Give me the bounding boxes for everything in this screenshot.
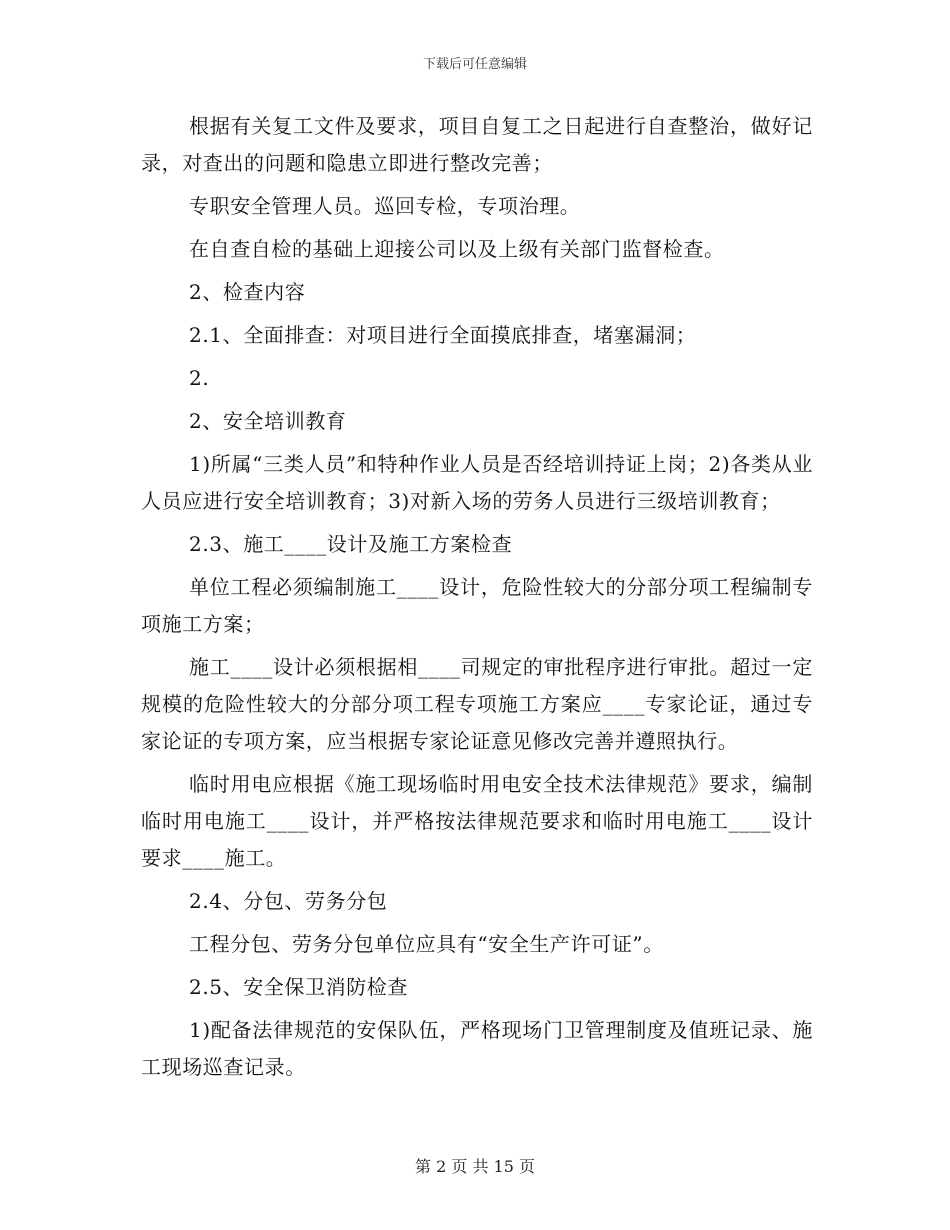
paragraph-self-inspection: 根据有关复工文件及要求，项目自复工之日起进行自查整治，做好记录，对查出的问题和隐患立即进行整改完善； [141, 114, 813, 175]
section-heading-inspection-content: 2、检查内容 [189, 280, 306, 304]
paragraph-full-check: 2.1、全面排查：对项目进行全面摸底排查，堵塞漏洞； [189, 323, 697, 347]
page-footer-number: 第 2 页 共 15 页 [415, 1157, 535, 1176]
paragraph-temporary-power: 临时用电应根据《施工现场临时用电安全技术法律规范》要求，编制临时用电施工____设计，并严格按法律规范要求和临时用电施工____设计要求____施工。 [141, 772, 813, 870]
paragraph-training-items: 1)所属“三类人员”和特种作业人员是否经培训持证上岗；2)各类从业人员应进行安全培训教育；3)对新入场的劳务人员进行三级培训教育； [141, 452, 813, 513]
paragraph-subcontract-license: 工程分包、劳务分包单位应具有“安全生产许可证”。 [189, 932, 664, 956]
paragraph-design-required: 单位工程必须编制施工____设计，危险性较大的分部分项工程编制专项施工方案； [141, 575, 813, 636]
section-heading-subcontracting: 2.4、分包、劳务分包 [189, 889, 388, 913]
paragraph-design-approval: 施工____设计必须根据相____司规定的审批程序进行审批。超过一定规模的危险性较大的分部分项工程专项施工方案应____专家论证，通过专家论证的专项方案，应当根据专家论证意见修改完善并遵照执行。 [141, 655, 813, 753]
paragraph-fragment: 2. [189, 366, 210, 390]
paragraph-security-team: 1)配备法律规范的安保队伍，严格现场门卫管理制度及值班记录、施工现场巡查记录。 [141, 1018, 813, 1079]
document-body [141, 108, 813, 1092]
page-header-note: 下载后可任意编辑 [422, 57, 527, 72]
section-heading-construction-design: 2.3、施工____设计及施工方案检查 [189, 532, 513, 556]
paragraph-supervision: 在自查自检的基础上迎接公司以及上级有关部门监督检查。 [189, 237, 725, 261]
section-heading-security-fire: 2.5、安全保卫消防检查 [189, 975, 409, 999]
section-heading-safety-training: 2、安全培训教育 [189, 409, 347, 433]
paragraph-safety-staff: 专职安全管理人员。巡回专检，专项治理。 [189, 194, 581, 218]
